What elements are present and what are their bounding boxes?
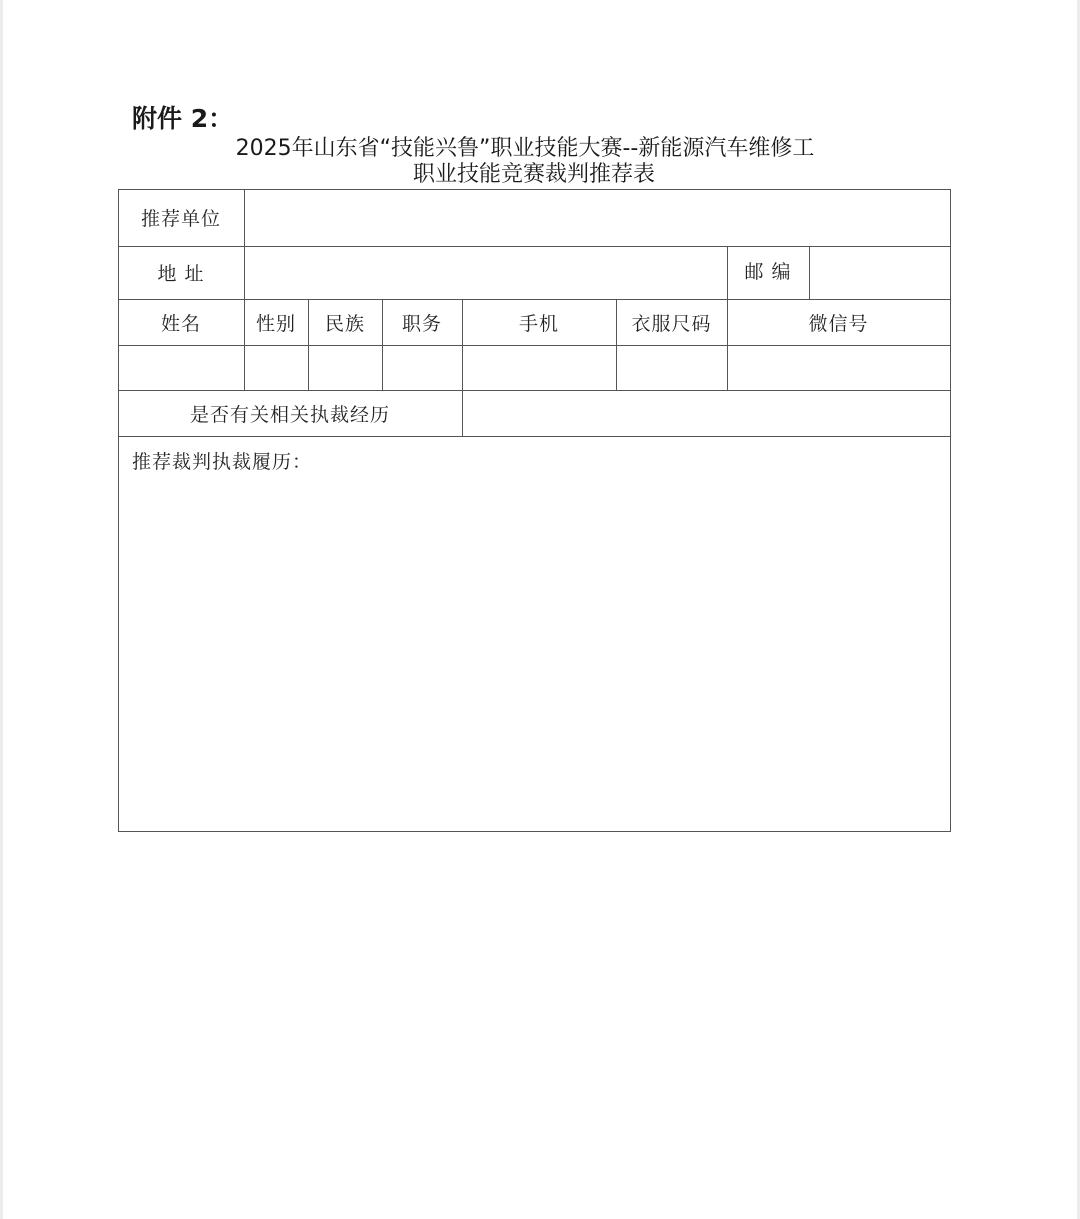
- page-edge-left: [0, 0, 3, 1219]
- column-header-mobile: 手机: [518, 312, 559, 335]
- mobile-field[interactable]: [463, 346, 616, 390]
- clothing-size-field[interactable]: [617, 346, 727, 390]
- wechat-field[interactable]: [728, 346, 950, 390]
- column-header-name: 姓名: [160, 312, 201, 335]
- judging-experience-label: 是否有关相关执裁经历: [189, 403, 390, 426]
- recommending-unit-label: 推荐单位: [140, 208, 221, 230]
- recommendation-form-table: [118, 189, 951, 832]
- gender-field[interactable]: [245, 346, 308, 390]
- postcode-label: 邮 编: [744, 261, 792, 283]
- column-header-position: 职务: [401, 312, 442, 335]
- judging-history-field[interactable]: [119, 479, 950, 831]
- table-border-bottom: [118, 831, 951, 832]
- column-header-clothing-size: 衣服尺码: [631, 312, 712, 335]
- column-header-ethnicity: 民族: [324, 312, 365, 335]
- judging-history-label: 推荐裁判执裁履历：: [132, 451, 313, 473]
- address-label: 地 址: [157, 263, 205, 285]
- position-field[interactable]: [383, 346, 462, 390]
- recommending-unit-field[interactable]: [245, 190, 950, 246]
- form-title-line-1: 2025年山东省“技能兴鲁”职业技能大赛--新能源汽车维修工: [235, 136, 815, 161]
- name-field[interactable]: [119, 346, 244, 390]
- ethnicity-field[interactable]: [309, 346, 382, 390]
- address-field[interactable]: [245, 247, 727, 299]
- column-header-wechat: 微信号: [808, 312, 869, 335]
- form-title-line-2: 职业技能竞赛裁判推荐表: [412, 162, 655, 187]
- row-divider-5: [118, 436, 951, 437]
- judging-experience-field[interactable]: [463, 391, 950, 436]
- column-header-gender: 性别: [255, 312, 296, 335]
- attachment-label: 附件 2：: [132, 104, 234, 133]
- table-border-right: [950, 189, 951, 832]
- postcode-field[interactable]: [810, 247, 950, 299]
